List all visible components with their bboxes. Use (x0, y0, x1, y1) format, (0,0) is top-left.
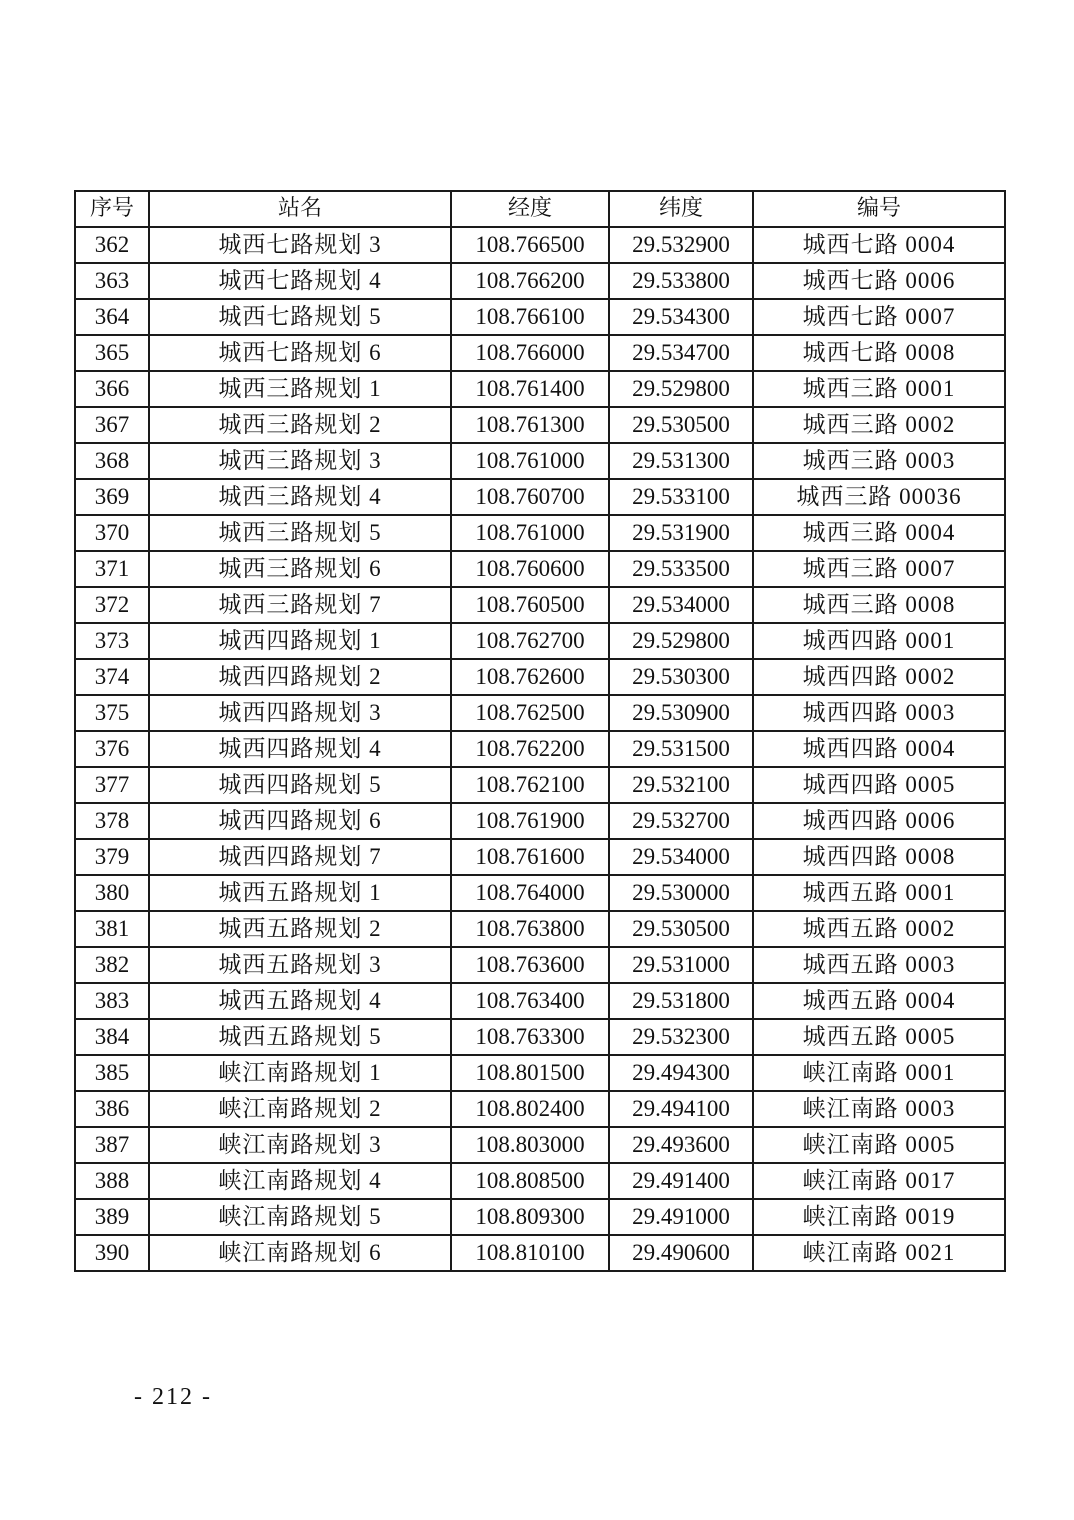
cell-index: 381 (75, 911, 149, 947)
cell-index: 370 (75, 515, 149, 551)
table-row (75, 731, 1005, 767)
cell-code: 峡江南路 0003 (753, 1091, 1005, 1127)
cell-longitude: 108.763600 (451, 947, 609, 983)
table-row (75, 1163, 1005, 1199)
cell-station-name: 城西三路规划 2 (149, 407, 451, 443)
cell-code: 城西三路 0004 (753, 515, 1005, 551)
cell-index: 376 (75, 731, 149, 767)
cell-index: 363 (75, 263, 149, 299)
cell-latitude: 29.534000 (609, 839, 753, 875)
cell-index: 365 (75, 335, 149, 371)
table-row (75, 803, 1005, 839)
cell-station-name: 城西四路规划 4 (149, 731, 451, 767)
table-row (75, 983, 1005, 1019)
cell-index: 379 (75, 839, 149, 875)
cell-index: 369 (75, 479, 149, 515)
cell-station-name: 城西四路规划 5 (149, 767, 451, 803)
cell-latitude: 29.530300 (609, 659, 753, 695)
cell-longitude: 108.803000 (451, 1127, 609, 1163)
cell-code: 峡江南路 0019 (753, 1199, 1005, 1235)
header-station-name: 站名 (149, 191, 451, 227)
cell-station-name: 峡江南路规划 1 (149, 1055, 451, 1091)
cell-latitude: 29.530500 (609, 407, 753, 443)
cell-code: 城西七路 0006 (753, 263, 1005, 299)
cell-station-name: 城西七路规划 3 (149, 227, 451, 263)
cell-longitude: 108.761000 (451, 443, 609, 479)
cell-code: 城西三路 0008 (753, 587, 1005, 623)
cell-index: 384 (75, 1019, 149, 1055)
table-row (75, 911, 1005, 947)
cell-longitude: 108.762600 (451, 659, 609, 695)
table-body (75, 227, 1005, 1271)
cell-longitude: 108.761300 (451, 407, 609, 443)
header-index: 序号 (75, 191, 149, 227)
cell-longitude: 108.760700 (451, 479, 609, 515)
cell-longitude: 108.763400 (451, 983, 609, 1019)
cell-latitude: 29.529800 (609, 371, 753, 407)
cell-latitude: 29.494100 (609, 1091, 753, 1127)
table-row (75, 1235, 1005, 1271)
cell-index: 382 (75, 947, 149, 983)
cell-index: 380 (75, 875, 149, 911)
cell-longitude: 108.809300 (451, 1199, 609, 1235)
cell-station-name: 城西三路规划 6 (149, 551, 451, 587)
cell-longitude: 108.764000 (451, 875, 609, 911)
cell-index: 388 (75, 1163, 149, 1199)
cell-latitude: 29.531000 (609, 947, 753, 983)
table-row (75, 371, 1005, 407)
cell-index: 371 (75, 551, 149, 587)
cell-station-name: 峡江南路规划 4 (149, 1163, 451, 1199)
cell-index: 364 (75, 299, 149, 335)
cell-longitude: 108.808500 (451, 1163, 609, 1199)
header-code: 编号 (753, 191, 1005, 227)
cell-code: 城西五路 0003 (753, 947, 1005, 983)
table-row (75, 1091, 1005, 1127)
cell-code: 城西四路 0008 (753, 839, 1005, 875)
cell-latitude: 29.491400 (609, 1163, 753, 1199)
cell-station-name: 城西三路规划 1 (149, 371, 451, 407)
cell-code: 城西三路 0003 (753, 443, 1005, 479)
table-row (75, 1055, 1005, 1091)
cell-station-name: 峡江南路规划 6 (149, 1235, 451, 1271)
cell-longitude: 108.761600 (451, 839, 609, 875)
cell-latitude: 29.490600 (609, 1235, 753, 1271)
cell-index: 367 (75, 407, 149, 443)
cell-longitude: 108.801500 (451, 1055, 609, 1091)
cell-code: 峡江南路 0017 (753, 1163, 1005, 1199)
cell-code: 城西五路 0004 (753, 983, 1005, 1019)
cell-index: 368 (75, 443, 149, 479)
cell-index: 383 (75, 983, 149, 1019)
cell-code: 城西四路 0006 (753, 803, 1005, 839)
cell-index: 373 (75, 623, 149, 659)
cell-code: 城西七路 0004 (753, 227, 1005, 263)
cell-latitude: 29.494300 (609, 1055, 753, 1091)
cell-index: 377 (75, 767, 149, 803)
table-row (75, 695, 1005, 731)
cell-code: 城西四路 0001 (753, 623, 1005, 659)
cell-longitude: 108.762500 (451, 695, 609, 731)
cell-code: 城西四路 0002 (753, 659, 1005, 695)
cell-latitude: 29.530900 (609, 695, 753, 731)
cell-longitude: 108.763300 (451, 1019, 609, 1055)
cell-longitude: 108.766100 (451, 299, 609, 335)
cell-code: 城西五路 0002 (753, 911, 1005, 947)
cell-station-name: 城西五路规划 1 (149, 875, 451, 911)
cell-code: 峡江南路 0021 (753, 1235, 1005, 1271)
table-row (75, 947, 1005, 983)
cell-code: 城西四路 0003 (753, 695, 1005, 731)
cell-station-name: 峡江南路规划 3 (149, 1127, 451, 1163)
cell-index: 387 (75, 1127, 149, 1163)
table-row (75, 659, 1005, 695)
cell-index: 385 (75, 1055, 149, 1091)
cell-station-name: 城西四路规划 3 (149, 695, 451, 731)
cell-station-name: 城西三路规划 4 (149, 479, 451, 515)
table-header-row (75, 191, 1005, 227)
table-row (75, 407, 1005, 443)
cell-code: 城西五路 0005 (753, 1019, 1005, 1055)
table-row (75, 443, 1005, 479)
table-row (75, 1019, 1005, 1055)
cell-index: 366 (75, 371, 149, 407)
table-row (75, 1127, 1005, 1163)
cell-code: 城西七路 0008 (753, 335, 1005, 371)
cell-code: 峡江南路 0005 (753, 1127, 1005, 1163)
table-row (75, 767, 1005, 803)
table-row (75, 875, 1005, 911)
cell-latitude: 29.531500 (609, 731, 753, 767)
table-row (75, 551, 1005, 587)
cell-station-name: 峡江南路规划 5 (149, 1199, 451, 1235)
cell-station-name: 城西四路规划 7 (149, 839, 451, 875)
cell-longitude: 108.810100 (451, 1235, 609, 1271)
cell-latitude: 29.534300 (609, 299, 753, 335)
cell-longitude: 108.762200 (451, 731, 609, 767)
cell-code: 城西三路 0001 (753, 371, 1005, 407)
cell-latitude: 29.491000 (609, 1199, 753, 1235)
cell-longitude: 108.763800 (451, 911, 609, 947)
cell-longitude: 108.802400 (451, 1091, 609, 1127)
cell-code: 城西三路 0002 (753, 407, 1005, 443)
cell-latitude: 29.530500 (609, 911, 753, 947)
cell-latitude: 29.533100 (609, 479, 753, 515)
table-row (75, 335, 1005, 371)
cell-longitude: 108.760500 (451, 587, 609, 623)
cell-code: 城西四路 0004 (753, 731, 1005, 767)
station-table (74, 190, 1006, 1272)
cell-station-name: 城西七路规划 4 (149, 263, 451, 299)
header-longitude: 经度 (451, 191, 609, 227)
cell-code: 城西四路 0005 (753, 767, 1005, 803)
cell-index: 389 (75, 1199, 149, 1235)
cell-index: 378 (75, 803, 149, 839)
cell-station-name: 峡江南路规划 2 (149, 1091, 451, 1127)
cell-code: 城西三路 0007 (753, 551, 1005, 587)
table-row (75, 623, 1005, 659)
cell-station-name: 城西七路规划 6 (149, 335, 451, 371)
table-row (75, 479, 1005, 515)
cell-code: 城西三路 00036 (753, 479, 1005, 515)
cell-latitude: 29.532900 (609, 227, 753, 263)
cell-latitude: 29.531300 (609, 443, 753, 479)
cell-station-name: 城西五路规划 5 (149, 1019, 451, 1055)
cell-latitude: 29.532700 (609, 803, 753, 839)
table-row (75, 263, 1005, 299)
table-row (75, 515, 1005, 551)
cell-longitude: 108.761400 (451, 371, 609, 407)
cell-station-name: 城西五路规划 4 (149, 983, 451, 1019)
cell-latitude: 29.532300 (609, 1019, 753, 1055)
cell-latitude: 29.533500 (609, 551, 753, 587)
cell-latitude: 29.534700 (609, 335, 753, 371)
cell-latitude: 29.533800 (609, 263, 753, 299)
cell-station-name: 城西四路规划 6 (149, 803, 451, 839)
cell-index: 372 (75, 587, 149, 623)
cell-station-name: 城西三路规划 5 (149, 515, 451, 551)
cell-index: 362 (75, 227, 149, 263)
cell-latitude: 29.529800 (609, 623, 753, 659)
table-row (75, 839, 1005, 875)
table-row (75, 1199, 1005, 1235)
cell-latitude: 29.530000 (609, 875, 753, 911)
cell-latitude: 29.531900 (609, 515, 753, 551)
cell-station-name: 城西四路规划 2 (149, 659, 451, 695)
cell-longitude: 108.761900 (451, 803, 609, 839)
cell-longitude: 108.766500 (451, 227, 609, 263)
cell-index: 375 (75, 695, 149, 731)
cell-code: 峡江南路 0001 (753, 1055, 1005, 1091)
cell-longitude: 108.761000 (451, 515, 609, 551)
cell-latitude: 29.531800 (609, 983, 753, 1019)
cell-latitude: 29.534000 (609, 587, 753, 623)
cell-code: 城西五路 0001 (753, 875, 1005, 911)
cell-longitude: 108.760600 (451, 551, 609, 587)
cell-index: 374 (75, 659, 149, 695)
cell-station-name: 城西四路规划 1 (149, 623, 451, 659)
cell-code: 城西七路 0007 (753, 299, 1005, 335)
cell-index: 390 (75, 1235, 149, 1271)
cell-latitude: 29.532100 (609, 767, 753, 803)
cell-index: 386 (75, 1091, 149, 1127)
cell-station-name: 城西三路规划 7 (149, 587, 451, 623)
cell-station-name: 城西三路规划 3 (149, 443, 451, 479)
cell-longitude: 108.766000 (451, 335, 609, 371)
cell-latitude: 29.493600 (609, 1127, 753, 1163)
table-row (75, 227, 1005, 263)
cell-station-name: 城西五路规划 2 (149, 911, 451, 947)
cell-station-name: 城西七路规划 5 (149, 299, 451, 335)
cell-station-name: 城西五路规划 3 (149, 947, 451, 983)
cell-longitude: 108.762100 (451, 767, 609, 803)
cell-longitude: 108.766200 (451, 263, 609, 299)
cell-longitude: 108.762700 (451, 623, 609, 659)
page-number: - 212 - (134, 1384, 212, 1410)
table-row (75, 587, 1005, 623)
table-row (75, 299, 1005, 335)
header-latitude: 纬度 (609, 191, 753, 227)
